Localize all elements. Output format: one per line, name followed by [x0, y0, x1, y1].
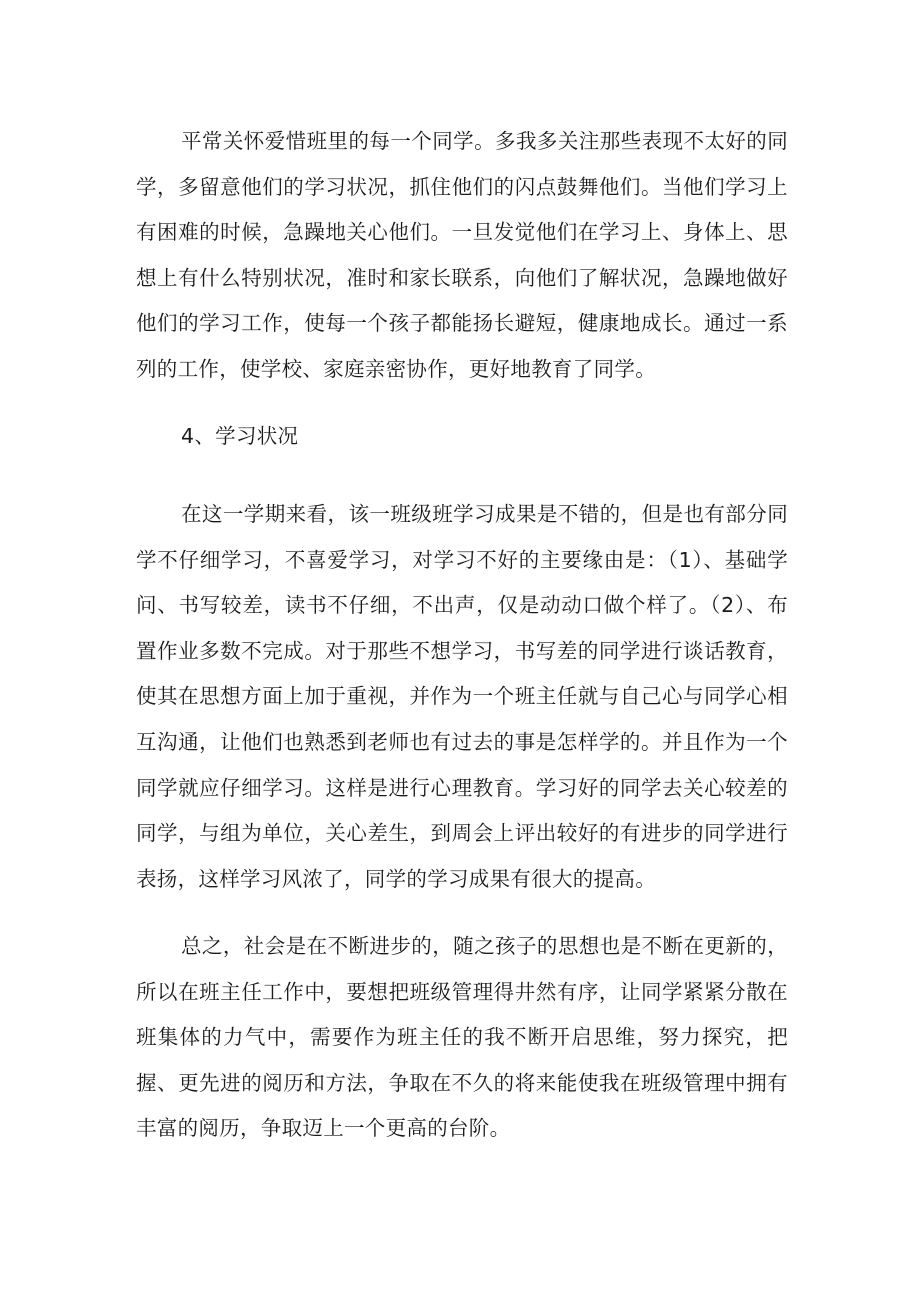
paragraph-conclusion: 总之，社会是在不断进步的，随之孩子的思想也是不断在更新的，所以在班主任工作中，要想把班级管理得井然有序，让同学紧紧分散在班集体的力气中，需要作为班主任的我不断开启思维，努力探究，把握、更先进的阅历和方法，争取在不久的将来能使我在班级管理中拥有丰富的阅历，争取迈上一个更高的台阶。: [136, 934, 788, 1141]
paragraph-study-status: 在这一学期来看，该一班级班学习成果是不错的，但是也有部分同学不仔细学习，不喜爱学习，对学习不好的主要缘由是：（1）、基础学问、书写较差，读书不仔细，不出声，仅是动动口做个样了。（2）、布置作业多数不完成。对于那些不想学习，书写差的同学进行谈话教育，使其在思想方面上加于重视，并作为一个班主任就与自己心与同学心相互沟通，让他们也熟悉到老师也有过去的事是怎样学的。并且作为一个同学就应仔细学习。这样是进行心理教育。学习好的同学去关心较差的同学，与组为单位，关心差生，到周会上评出较好的有进步的同学进行表扬，这样学习风浓了，同学的学习成果有很大的提高。: [136, 502, 788, 891]
section-heading-study-status: 4、学习状况: [181, 424, 299, 448]
paragraph-parent-communication: 平常关怀爱惜班里的每一个同学。多我多关注那些表现不太好的同学，多留意他们的学习状况，抓住他们的闪点鼓舞他们。当他们学习上有困难的时候，急躁地关心他们。一旦发觉他们在学习上、身体上、思想上有什么特别状况，准时和家长联系，向他们了解状况，急躁地做好他们的学习工作，使每一个孩子都能扬长避短，健康地成长。通过一系列的工作，使学校、家庭亲密协作，更好地教育了同学。: [136, 129, 788, 381]
